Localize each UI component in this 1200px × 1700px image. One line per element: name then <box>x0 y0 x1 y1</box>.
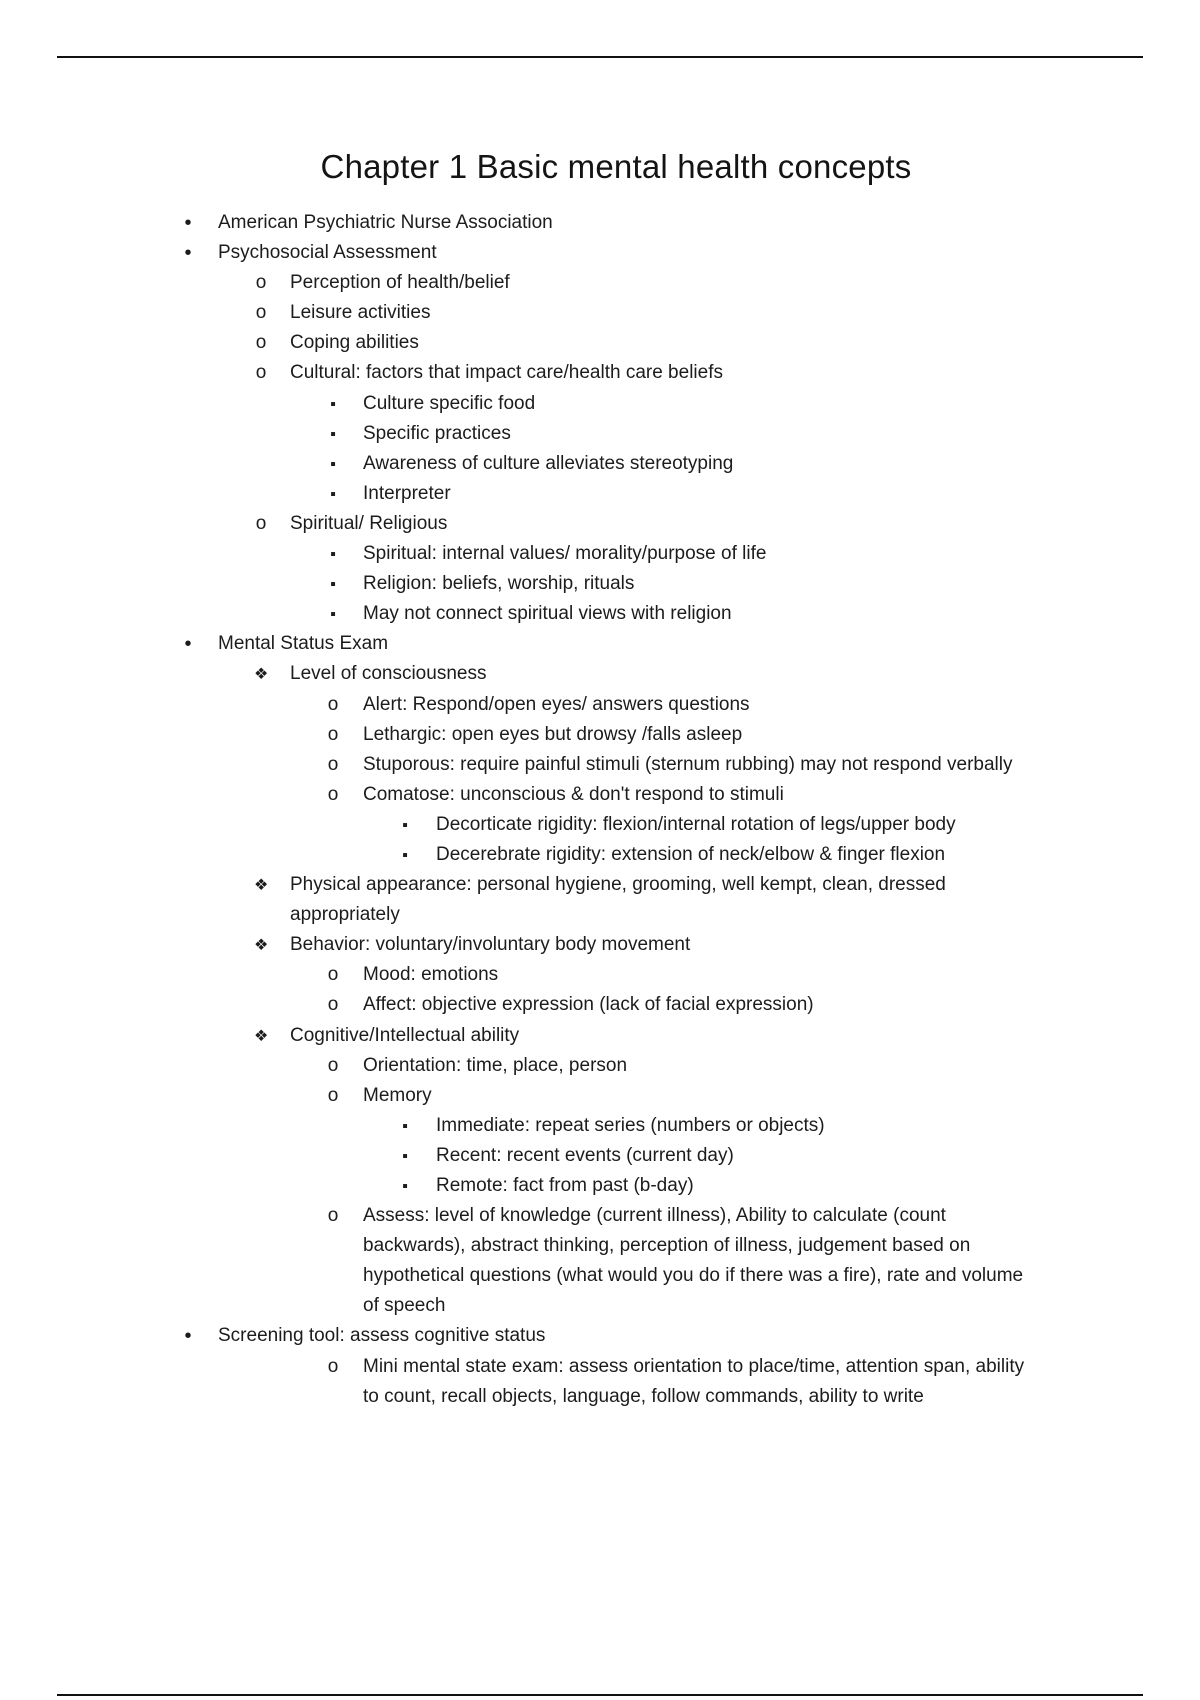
bullet-circle-icon <box>254 358 268 388</box>
bullet-square-icon <box>326 389 340 420</box>
bullet-circle-icon <box>326 690 340 720</box>
list-item: o Alert: Respond/open eyes/ answers questions <box>0 690 1200 720</box>
list-item: ▪ Religion: beliefs, worship, rituals <box>0 569 1200 599</box>
bullet-circle-icon <box>326 1081 340 1111</box>
bullet-square-icon <box>398 1111 412 1142</box>
list-item: o Affect: objective expression (lack of facial expression) <box>0 990 1200 1020</box>
list-item: • Mental Status Exam <box>0 629 1200 659</box>
list-item: • Screening tool: assess cognitive status <box>0 1321 1200 1351</box>
list-item: o Perception of health/belief <box>0 268 1200 298</box>
bullet-circle-icon <box>254 298 268 328</box>
list-item: o Mood: emotions <box>0 960 1200 990</box>
bullet-circle-icon <box>326 990 340 1020</box>
bullet-diamond-icon <box>254 870 268 901</box>
bullet-disc-icon <box>181 629 195 660</box>
bullet-square-icon <box>326 569 340 600</box>
list-item: ❖ Behavior: voluntary/involuntary body movement <box>0 930 1200 960</box>
list-item: ❖ Cognitive/Intellectual ability <box>0 1021 1200 1051</box>
top-rule <box>57 56 1143 58</box>
list-item: o Lethargic: open eyes but drowsy /falls asleep <box>0 720 1200 750</box>
list-item: • Psychosocial Assessment <box>0 238 1200 268</box>
bullet-diamond-icon <box>254 1021 268 1052</box>
list-item: o Stuporous: require painful stimuli (sternum rubbing) may not respond verbally <box>0 750 1200 780</box>
bullet-circle-icon <box>326 1051 340 1081</box>
bullet-square-icon <box>398 810 412 841</box>
list-item-continuation: hypothetical questions (what would you do if there was a fire), rate and volume <box>363 1265 1024 1287</box>
list-item-continuation: of speech <box>363 1295 446 1317</box>
list-item: o Leisure activities <box>0 298 1200 328</box>
bullet-square-icon <box>326 419 340 450</box>
list-item: ▪ Awareness of culture alleviates stereotyping <box>0 449 1200 479</box>
bullet-disc-icon <box>181 1321 195 1352</box>
bullet-circle-icon <box>326 750 340 780</box>
bullet-circle-icon <box>326 1352 340 1382</box>
list-item: o Coping abilities <box>0 328 1200 358</box>
list-item: ▪ Decerebrate rigidity: extension of neck/elbow & finger flexion <box>0 840 1200 870</box>
list-item-continuation: backwards), abstract thinking, perception of illness, judgement based on <box>363 1235 971 1257</box>
list-item: o Assess: level of knowledge (current illness), Ability to calculate (count <box>0 1201 1200 1231</box>
list-item: ▪ Interpreter <box>0 479 1200 509</box>
bullet-square-icon <box>398 1171 412 1202</box>
bullet-square-icon <box>326 539 340 570</box>
bullet-circle-icon <box>254 328 268 358</box>
list-item: ▪ Immediate: repeat series (numbers or objects) <box>0 1111 1200 1141</box>
list-item: o Orientation: time, place, person <box>0 1051 1200 1081</box>
list-item: o Mini mental state exam: assess orientation to place/time, attention span, ability <box>0 1352 1200 1382</box>
list-item: o Cultural: factors that impact care/health care beliefs <box>0 358 1200 388</box>
list-item: ▪ Remote: fact from past (b-day) <box>0 1171 1200 1201</box>
page-title: Chapter 1 Basic mental health concepts <box>320 148 912 185</box>
list-item: ▪ May not connect spiritual views with religion <box>0 599 1200 629</box>
list-item: ❖ Level of consciousness <box>0 659 1200 689</box>
list-item: ▪ Decorticate rigidity: flexion/internal rotation of legs/upper body <box>0 810 1200 840</box>
bullet-circle-icon <box>326 780 340 810</box>
bullet-square-icon <box>398 840 412 871</box>
list-item: ❖ Physical appearance: personal hygiene, grooming, well kempt, clean, dressed <box>0 870 1200 900</box>
bullet-circle-icon <box>326 720 340 750</box>
outline-list <box>0 208 1200 1412</box>
bullet-square-icon <box>326 449 340 480</box>
bullet-circle-icon <box>254 509 268 539</box>
list-item-continuation: to count, recall objects, language, follow commands, ability to write <box>363 1385 924 1407</box>
list-item: ▪ Specific practices <box>0 419 1200 449</box>
bullet-diamond-icon <box>254 930 268 961</box>
bullet-square-icon <box>398 1141 412 1172</box>
bullet-circle-icon <box>326 960 340 990</box>
bullet-diamond-icon <box>254 659 268 690</box>
list-item: o Memory <box>0 1081 1200 1111</box>
list-item: o Spiritual/ Religious <box>0 509 1200 539</box>
list-item: ▪ Spiritual: internal values/ morality/purpose of life <box>0 539 1200 569</box>
bullet-circle-icon <box>254 268 268 298</box>
bullet-square-icon <box>326 479 340 510</box>
bullet-circle-icon <box>326 1201 340 1231</box>
list-item-continuation: appropriately <box>290 904 400 926</box>
list-item: ▪ Recent: recent events (current day) <box>0 1141 1200 1171</box>
bottom-rule <box>57 1694 1143 1696</box>
list-item: • American Psychiatric Nurse Association <box>0 208 1200 238</box>
bullet-disc-icon <box>181 238 195 269</box>
list-item: ▪ Culture specific food <box>0 389 1200 419</box>
list-item: o Comatose: unconscious & don't respond to stimuli <box>0 780 1200 810</box>
bullet-square-icon <box>326 599 340 630</box>
bullet-disc-icon <box>181 208 195 239</box>
